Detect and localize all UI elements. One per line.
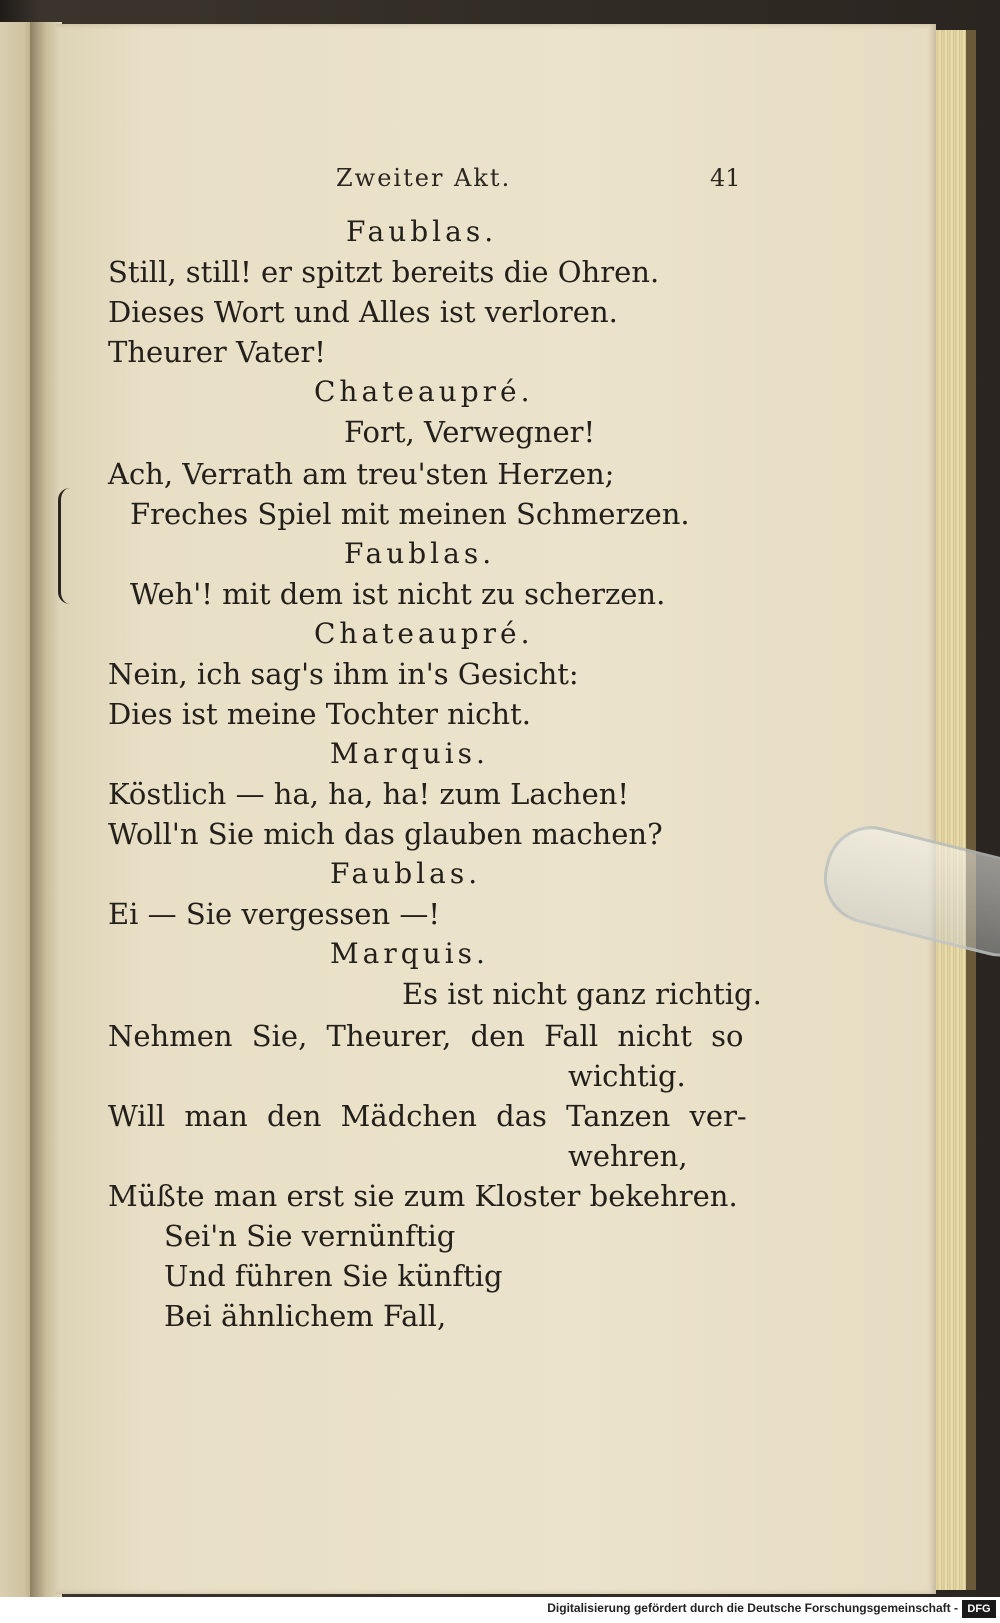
verse-line: Ei — Sie vergessen —!: [108, 897, 441, 931]
verse-line: Still, still! er spitzt bereits die Ohren.: [108, 255, 660, 289]
speaker-label: Chateaupré.: [314, 375, 534, 408]
verse-line: Und führen Sie künftig: [164, 1259, 503, 1293]
verse-line: Dieses Wort und Alles ist verloren.: [108, 295, 618, 329]
verse-line: Theurer Vater!: [108, 335, 326, 369]
speaker-label: Chateaupré.: [314, 617, 534, 650]
book-cover-edge: [966, 30, 976, 1590]
verse-line: wehren,: [568, 1139, 688, 1173]
verse-line: Köstlich — ha, ha, ha! zum Lachen!: [108, 777, 630, 811]
running-head: Zweiter Akt.: [336, 164, 512, 192]
verse-line: Ach, Verrath am treu'sten Herzen;: [108, 457, 615, 491]
speaker-label: Faublas.: [344, 537, 496, 570]
verse-line: Es ist nicht ganz richtig.: [402, 977, 762, 1011]
speaker-label: Marquis.: [330, 737, 489, 770]
page-text: [56, 24, 936, 1594]
verse-line: Freches Spiel mit meinen Schmerzen.: [130, 497, 690, 531]
verse-line: Nehmen Sie, Theurer, den Fall nicht so: [108, 1019, 744, 1053]
verse-line: Woll'n Sie mich das glauben machen?: [108, 817, 663, 851]
verse-line: wichtig.: [568, 1059, 686, 1093]
digitization-credit: Digitalisierung gefördert durch die Deutsche Forschungsgemeinschaft -: [547, 1601, 958, 1615]
speaker-label: Marquis.: [330, 937, 489, 970]
book-page: [56, 24, 936, 1594]
verse-line: Sei'n Sie vernünftig: [164, 1219, 456, 1253]
verse-line: Fort, Verwegner!: [344, 415, 596, 449]
speaker-label: Faublas.: [330, 857, 482, 890]
verse-line: Will man den Mädchen das Tanzen ver-: [108, 1099, 747, 1133]
dfg-logo: DFG: [962, 1600, 996, 1618]
verse-line: Dies ist meine Tochter nicht.: [108, 697, 531, 731]
footer-bar: [0, 1597, 1000, 1623]
verse-brace: [58, 488, 73, 604]
verse-line: Nein, ich sag's ihm in's Gesicht:: [108, 657, 579, 691]
page-number: 41: [710, 164, 741, 192]
verse-line: Bei ähnlichem Fall,: [164, 1299, 447, 1333]
speaker-label: Faublas.: [346, 215, 498, 248]
verse-line: Müßte man erst sie zum Kloster bekehren.: [108, 1179, 738, 1213]
verse-line: Weh'! mit dem ist nicht zu scherzen.: [130, 577, 666, 611]
